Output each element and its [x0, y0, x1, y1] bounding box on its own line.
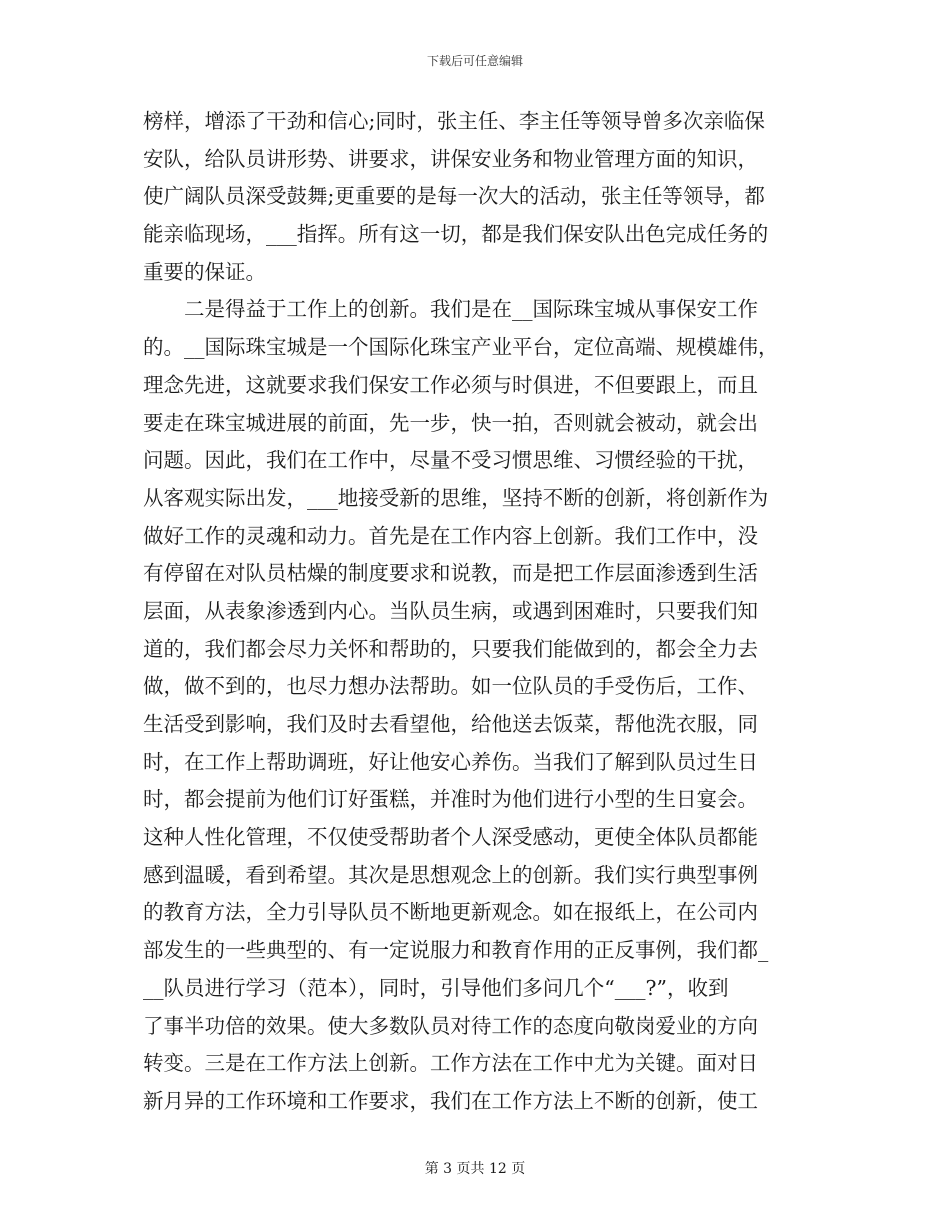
text-line: 做，做不到的，也尽力想办法帮助。如一位队员的手受伤后，工作、	[143, 674, 758, 699]
text-line: 这种人性化管理，不仅使受帮助者个人深受感动，更使全体队员都能	[143, 825, 758, 850]
text-line: 榜样，增添了干劲和信心;同时，张主任、李主任等领导曾多次亲临保	[143, 109, 765, 133]
text-line: 转变。三是在工作方法上创新。工作方法在工作中尤为关键。面对日	[143, 1051, 758, 1076]
text-line: 二是得益于工作上的创新。我们是在__国际珠宝城从事保安工作	[143, 297, 758, 322]
text-line: 使广阔队员深受鼓舞;更重要的是每一次大的活动，张主任等领导，都	[143, 184, 765, 209]
text-line: 部发生的一些典型的、有一定说服力和教育作用的正反事例，我们都_	[143, 938, 769, 963]
text-line: 时，都会提前为他们订好蛋糕，并准时为他们进行小型的生日宴会。	[143, 787, 758, 812]
text-line: 重要的保证。	[143, 259, 266, 284]
text-line: 生活受到影响，我们及时去看望他，给他送去饭菜，帮他洗衣服，同	[143, 712, 758, 736]
text-line: 要走在珠宝城进展的前面，先一步，快一拍，否则就会被动，就会出	[143, 410, 758, 435]
text-line: 感到温暖，看到希望。其次是思想观念上的创新。我们实行典型事例	[143, 862, 758, 887]
text-line: 了事半功倍的效果。使大多数队员对待工作的态度向敬岗爱业的方向	[143, 1013, 758, 1038]
text-line: 的。__国际珠宝城是一个国际化珠宝产业平台，定位高端、规模雄伟，	[143, 335, 779, 360]
page-header: 下载后可任意编辑	[426, 54, 523, 68]
text-line: 层面，从表象渗透到内心。当队员生病，或遇到困难时，只要我们知	[143, 598, 758, 623]
text-line: 新月异的工作环境和工作要求，我们在工作方法上不断的创新，使工	[143, 1088, 758, 1113]
text-line: 能亲临现场，___指挥。所有这一切，都是我们保安队出色完成任务的	[143, 222, 769, 247]
text-line: 从客观实际出发，___地接受新的思维，坚持不断的创新，将创新作为	[143, 485, 769, 510]
text-line: 有停留在对队员枯燥的制度要求和说教，而是把工作层面渗透到生活	[143, 561, 758, 586]
text-line: 时，在工作上帮助调班，好让他安心养伤。当我们了解到队员过生日	[143, 749, 758, 774]
text-line: __队员进行学习（范本），同时，引导他们多问几个“___?”，收到	[143, 975, 729, 1000]
page-number: 第 3 页共 12 页	[424, 1161, 526, 1177]
text-line: 安队，给队员讲形势、讲要求，讲保安业务和物业管理方面的知识，	[143, 146, 758, 171]
text-line: 问题。因此，我们在工作中，尽量不受习惯思维、习惯经验的干扰，	[143, 448, 758, 473]
text-line: 做好工作的灵魂和动力。首先是在工作内容上创新。我们工作中，没	[143, 523, 758, 548]
text-line: 理念先进，这就要求我们保安工作必须与时俱进，不但要跟上，而且	[143, 372, 758, 397]
text-line: 的教育方法，全力引导队员不断地更新观念。如在报纸上，在公司内	[143, 900, 758, 925]
text-line: 道的，我们都会尽力关怀和帮助的，只要我们能做到的，都会全力去	[143, 636, 758, 661]
document-body	[143, 103, 807, 1121]
